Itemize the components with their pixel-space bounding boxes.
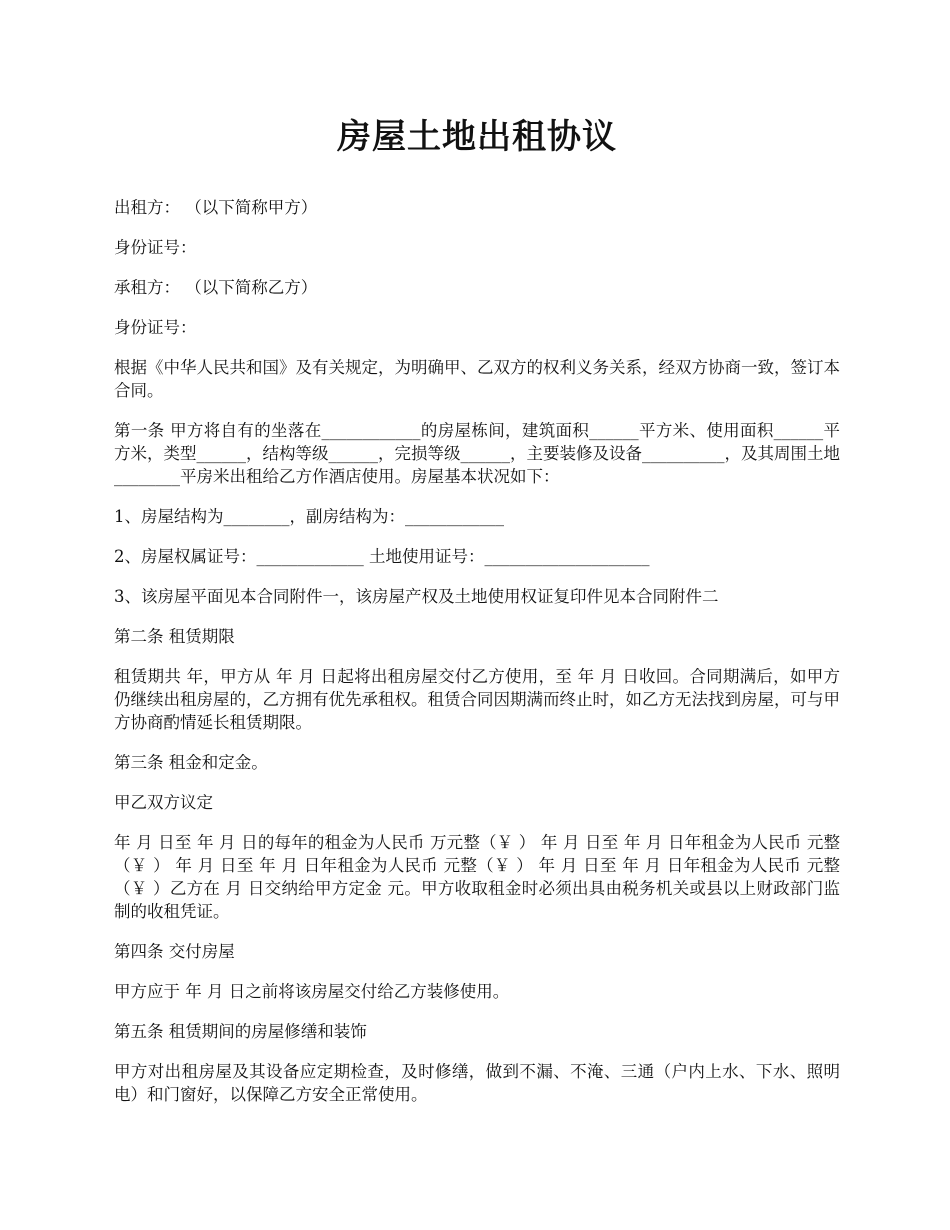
rent-paragraph: 年 月 日至 年 月 日的每年的租金为人民币 万元整（￥ ） 年 月 日至 年 月 日年租金为人民币 元整（￥ ） 年 月 日至 年 月 日年租金为人民币 元整（￥ ） 年 月 日至 年 月 日年租金为人民币 元整（￥ ）乙方在 月 日交纳给甲方定金 元。甲方收取租金时必须出具由税务机关或县以上财政部门监制的收租凭证。 <box>114 833 840 921</box>
repair-paragraph: 甲方对出租房屋及其设备应定期检查，及时修缮，做到不漏、不淹、三通（户内上水、下水、照明电）和门窗好，以保障乙方安全正常使用。 <box>114 1062 840 1104</box>
attachment-line: 3、该房屋平面见本合同附件一，该房屋产权及土地使用权证复印件见本合同附件二 <box>114 587 719 606</box>
agreement-line: 甲乙双方议定 <box>114 793 213 812</box>
article-2-heading: 第二条 租赁期限 <box>114 627 235 646</box>
document-body <box>114 196 840 1106</box>
delivery-paragraph: 甲方应于 年 月 日之前将该房屋交付给乙方装修使用。 <box>114 982 510 1001</box>
article-3-heading: 第三条 租金和定金。 <box>114 753 268 772</box>
lease-term-paragraph: 租赁期共 年，甲方从 年 月 日起将出租房屋交付乙方使用，至 年 月 日收回。合同期满后，如甲方仍继续出租房屋的，乙方拥有优先承租权。租赁合同因期满而终止时，如乙方无法找到房屋，可与甲方协商酌情延长租赁期限。 <box>114 667 840 732</box>
article-5-heading: 第五条 租赁期间的房屋修缮和装饰 <box>114 1022 367 1041</box>
document-title: 房屋土地出租协议 <box>337 117 617 157</box>
article-4-heading: 第四条 交付房屋 <box>114 942 235 961</box>
certificate-line: 2、房屋权属证号：_____________ 土地使用证号：____________________ <box>114 547 650 566</box>
lessee-id-line: 身份证号： <box>114 318 197 337</box>
lessor-line: 出租方： （以下简称甲方） <box>114 198 318 217</box>
article-1-paragraph: 第一条 甲方将自有的坐落在____________的房屋栋间，建筑面积______平方米、使用面积______平方米，类型______，结构等级______，完损等级______，主要装修及设备__________，及其周围土地________平房米出租给乙方作酒店使用。房屋基本状况如下： <box>114 421 840 486</box>
lessee-line: 承租方： （以下简称乙方） <box>114 278 318 297</box>
preamble-paragraph: 根据《中华人民共和国》及有关规定，为明确甲、乙双方的权利义务关系，经双方协商一致，签订本合同。 <box>114 358 840 400</box>
house-structure-line: 1、房屋结构为________，副房结构为：____________ <box>114 507 504 526</box>
document-page <box>114 112 840 1123</box>
lessor-id-line: 身份证号： <box>114 238 197 257</box>
